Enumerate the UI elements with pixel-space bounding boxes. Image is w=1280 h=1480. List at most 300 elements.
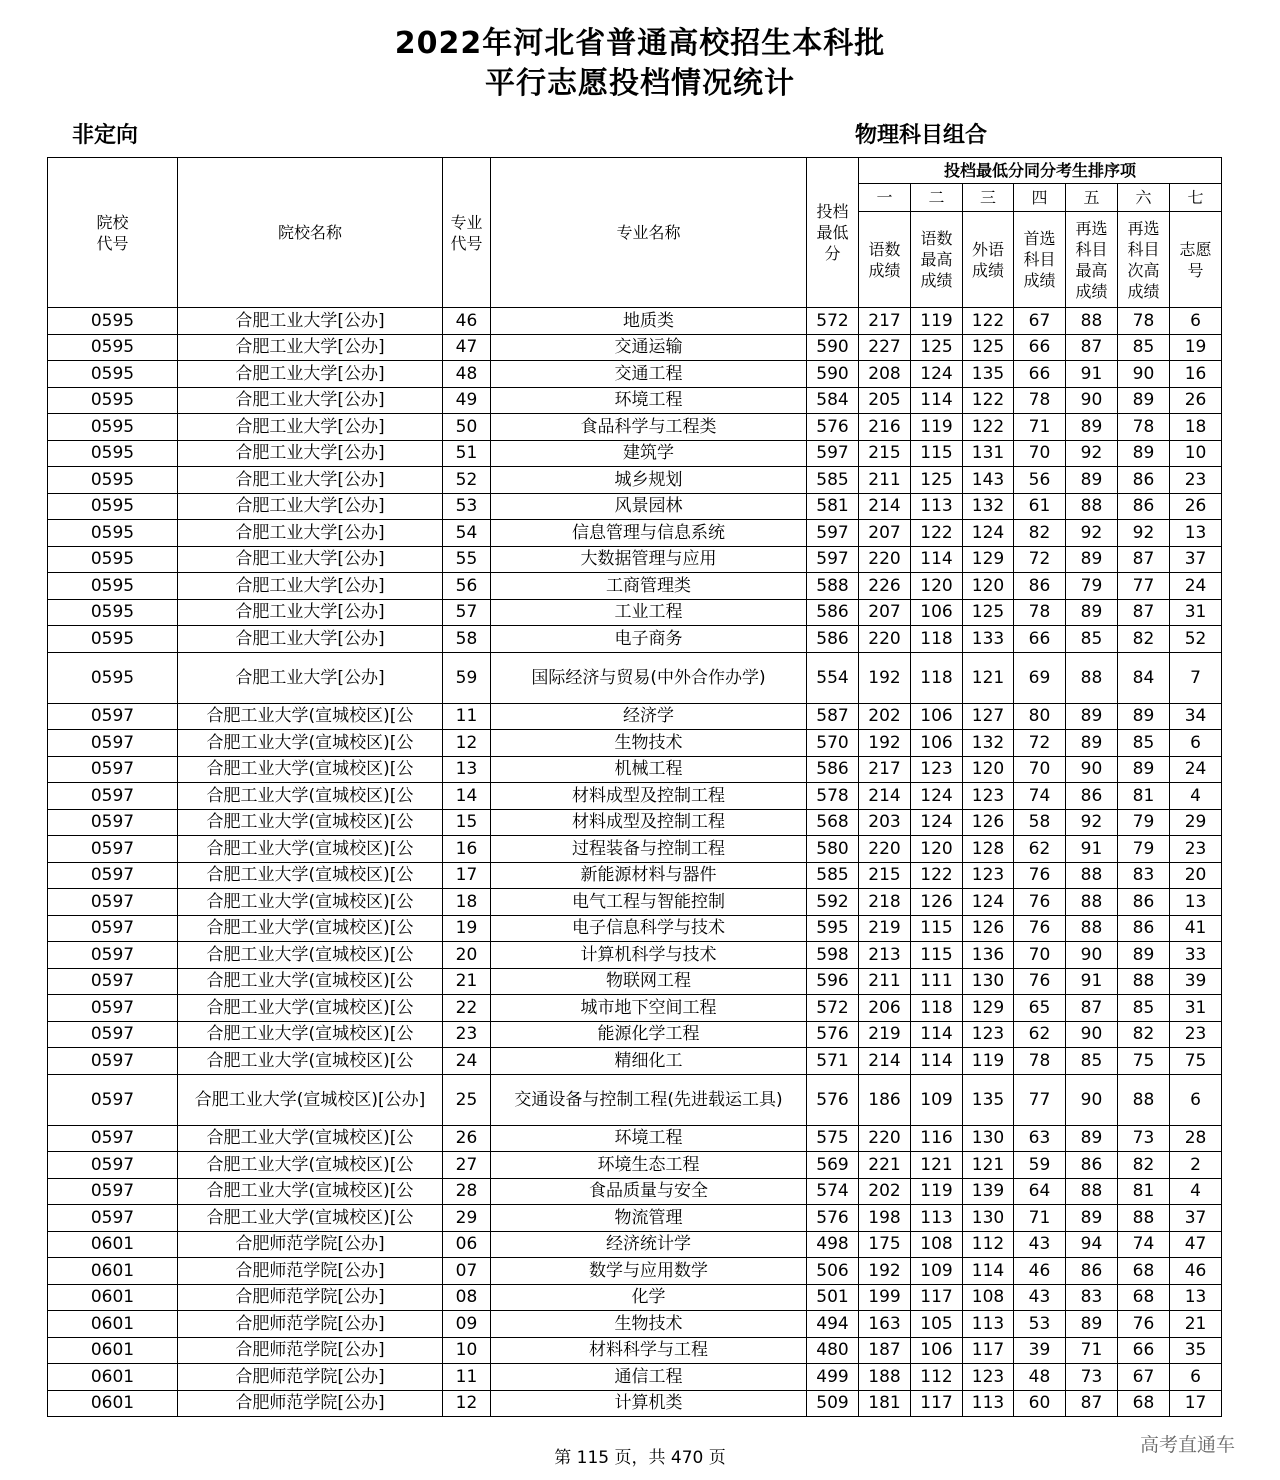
cell-yushu-max: 119	[911, 1178, 963, 1205]
cell-school-name: 合肥工业大学(宣城校区)[公	[178, 995, 443, 1022]
cell-school-name: 合肥工业大学(宣城校区)[公	[178, 1021, 443, 1048]
header-rank-label-7: 志愿 号	[1170, 212, 1222, 308]
cell-zaixuan-max: 91	[1066, 836, 1118, 863]
page-footer: 第 115 页，共 470 页	[554, 1448, 726, 1468]
cell-zaixuan-second: 79	[1118, 809, 1170, 836]
header-school-code: 院校 代号	[48, 158, 178, 308]
cell-major-name: 通信工程	[491, 1364, 807, 1391]
cell-min-score: 572	[807, 995, 859, 1022]
cell-min-score: 570	[807, 730, 859, 757]
cell-yushu: 199	[859, 1284, 911, 1311]
cell-waiyu: 129	[963, 995, 1014, 1022]
cell-school-code: 0595	[48, 652, 178, 703]
cell-yushu: 214	[859, 783, 911, 810]
cell-school-code: 0597	[48, 1205, 178, 1232]
cell-major-code: 10	[443, 1337, 491, 1364]
table-row	[48, 756, 1222, 783]
cell-waiyu: 139	[963, 1178, 1014, 1205]
table-row	[48, 703, 1222, 730]
cell-shouxuan: 53	[1014, 1311, 1066, 1338]
cell-shouxuan: 62	[1014, 1021, 1066, 1048]
cell-min-score: 595	[807, 915, 859, 942]
cell-school-code: 0597	[48, 809, 178, 836]
cell-school-name: 合肥工业大学(宣城校区)[公	[178, 915, 443, 942]
table-row	[48, 652, 1222, 703]
cell-zaixuan-second: 86	[1118, 889, 1170, 916]
cell-major-name: 计算机类	[491, 1390, 807, 1417]
cell-yushu-max: 112	[911, 1364, 963, 1391]
cell-waiyu: 143	[963, 467, 1014, 494]
cell-yushu-max: 108	[911, 1231, 963, 1258]
header-rank-label-2: 语数 最高 成绩	[911, 212, 963, 308]
cell-zhiyuan-no: 34	[1170, 703, 1222, 730]
cell-yushu: 220	[859, 546, 911, 573]
cell-zhiyuan-no: 19	[1170, 334, 1222, 361]
header-rank-label-5: 再选 科目 最高 成绩	[1066, 212, 1118, 308]
cell-major-code: 18	[443, 889, 491, 916]
cell-zaixuan-max: 89	[1066, 1125, 1118, 1152]
cell-zhiyuan-no: 31	[1170, 995, 1222, 1022]
cell-shouxuan: 82	[1014, 520, 1066, 547]
cell-yushu-max: 120	[911, 836, 963, 863]
cell-major-name: 生物技术	[491, 1311, 807, 1338]
cell-school-name: 合肥师范学院[公办]	[178, 1390, 443, 1417]
header-major-name: 专业名称	[491, 158, 807, 308]
cell-waiyu: 135	[963, 1074, 1014, 1125]
cell-zaixuan-max: 90	[1066, 756, 1118, 783]
cell-yushu: 219	[859, 915, 911, 942]
cell-zaixuan-second: 89	[1118, 703, 1170, 730]
cell-major-name: 经济学	[491, 703, 807, 730]
header-rank-5: 五	[1066, 184, 1118, 212]
cell-waiyu: 123	[963, 1364, 1014, 1391]
cell-school-name: 合肥师范学院[公办]	[178, 1284, 443, 1311]
cell-waiyu: 125	[963, 599, 1014, 626]
cell-school-code: 0597	[48, 730, 178, 757]
cell-zaixuan-max: 92	[1066, 809, 1118, 836]
table-row	[48, 730, 1222, 757]
table-row	[48, 942, 1222, 969]
cell-major-name: 风景园林	[491, 493, 807, 520]
cell-school-name: 合肥工业大学[公办]	[178, 334, 443, 361]
cell-yushu: 192	[859, 730, 911, 757]
cell-shouxuan: 65	[1014, 995, 1066, 1022]
cell-major-code: 17	[443, 862, 491, 889]
cell-major-name: 经济统计学	[491, 1231, 807, 1258]
cell-yushu: 188	[859, 1364, 911, 1391]
table-row	[48, 1178, 1222, 1205]
subtitle-subject-group: 物理科目组合	[855, 123, 988, 148]
cell-waiyu: 126	[963, 915, 1014, 942]
cell-zhiyuan-no: 18	[1170, 414, 1222, 441]
cell-school-code: 0597	[48, 1048, 178, 1075]
cell-zaixuan-max: 89	[1066, 1205, 1118, 1232]
cell-school-code: 0597	[48, 836, 178, 863]
cell-major-code: 06	[443, 1231, 491, 1258]
cell-major-name: 工业工程	[491, 599, 807, 626]
table-row	[48, 361, 1222, 388]
cell-school-code: 0595	[48, 467, 178, 494]
cell-school-name: 合肥师范学院[公办]	[178, 1337, 443, 1364]
cell-major-name: 食品质量与安全	[491, 1178, 807, 1205]
table-row	[48, 493, 1222, 520]
cell-min-score: 575	[807, 1125, 859, 1152]
cell-school-name: 合肥工业大学(宣城校区)[公	[178, 1178, 443, 1205]
header-rank-label-6: 再选 科目 次高 成绩	[1118, 212, 1170, 308]
cell-major-name: 建筑学	[491, 440, 807, 467]
cell-yushu-max: 106	[911, 703, 963, 730]
cell-min-score: 554	[807, 652, 859, 703]
cell-zaixuan-max: 89	[1066, 467, 1118, 494]
cell-yushu-max: 109	[911, 1258, 963, 1285]
cell-zhiyuan-no: 23	[1170, 836, 1222, 863]
cell-zhiyuan-no: 21	[1170, 1311, 1222, 1338]
table-row	[48, 440, 1222, 467]
cell-school-code: 0595	[48, 546, 178, 573]
cell-zaixuan-second: 88	[1118, 1205, 1170, 1232]
cell-waiyu: 130	[963, 1205, 1014, 1232]
table-row	[48, 573, 1222, 600]
cell-major-name: 材料成型及控制工程	[491, 809, 807, 836]
cell-waiyu: 124	[963, 889, 1014, 916]
cell-yushu: 216	[859, 414, 911, 441]
header-rank-label-4: 首选 科目 成绩	[1014, 212, 1066, 308]
cell-zaixuan-max: 73	[1066, 1364, 1118, 1391]
cell-yushu: 218	[859, 889, 911, 916]
table-row	[48, 1390, 1222, 1417]
cell-shouxuan: 46	[1014, 1258, 1066, 1285]
cell-school-code: 0597	[48, 783, 178, 810]
cell-zaixuan-second: 79	[1118, 836, 1170, 863]
cell-zaixuan-second: 78	[1118, 414, 1170, 441]
cell-major-name: 机械工程	[491, 756, 807, 783]
cell-min-score: 587	[807, 703, 859, 730]
cell-shouxuan: 66	[1014, 361, 1066, 388]
header-major-code: 专业 代号	[443, 158, 491, 308]
cell-min-score: 590	[807, 334, 859, 361]
table-row	[48, 1048, 1222, 1075]
cell-zhiyuan-no: 13	[1170, 1284, 1222, 1311]
cell-shouxuan: 76	[1014, 889, 1066, 916]
cell-major-code: 54	[443, 520, 491, 547]
cell-zaixuan-second: 76	[1118, 1311, 1170, 1338]
cell-major-name: 新能源材料与器件	[491, 862, 807, 889]
cell-zhiyuan-no: 13	[1170, 520, 1222, 547]
cell-zaixuan-max: 89	[1066, 599, 1118, 626]
cell-shouxuan: 72	[1014, 546, 1066, 573]
cell-shouxuan: 39	[1014, 1337, 1066, 1364]
cell-min-score: 588	[807, 573, 859, 600]
cell-school-code: 0597	[48, 703, 178, 730]
cell-major-name: 计算机科学与技术	[491, 942, 807, 969]
cell-zhiyuan-no: 24	[1170, 756, 1222, 783]
cell-min-score: 498	[807, 1231, 859, 1258]
cell-major-code: 59	[443, 652, 491, 703]
cell-min-score: 586	[807, 599, 859, 626]
cell-shouxuan: 43	[1014, 1284, 1066, 1311]
cell-min-score: 590	[807, 361, 859, 388]
cell-zhiyuan-no: 41	[1170, 915, 1222, 942]
cell-zhiyuan-no: 39	[1170, 968, 1222, 995]
cell-zaixuan-max: 92	[1066, 440, 1118, 467]
cell-zaixuan-max: 88	[1066, 652, 1118, 703]
cell-yushu: 163	[859, 1311, 911, 1338]
cell-zaixuan-second: 90	[1118, 361, 1170, 388]
cell-shouxuan: 72	[1014, 730, 1066, 757]
cell-major-name: 工商管理类	[491, 573, 807, 600]
cell-min-score: 597	[807, 520, 859, 547]
cell-school-name: 合肥工业大学[公办]	[178, 387, 443, 414]
cell-yushu: 219	[859, 1021, 911, 1048]
table-row	[48, 1337, 1222, 1364]
cell-major-code: 52	[443, 467, 491, 494]
cell-zhiyuan-no: 37	[1170, 1205, 1222, 1232]
cell-zaixuan-max: 89	[1066, 414, 1118, 441]
cell-school-name: 合肥工业大学[公办]	[178, 467, 443, 494]
cell-school-name: 合肥工业大学[公办]	[178, 652, 443, 703]
cell-zaixuan-second: 85	[1118, 995, 1170, 1022]
cell-yushu-max: 121	[911, 1152, 963, 1179]
cell-school-code: 0597	[48, 1178, 178, 1205]
cell-yushu-max: 114	[911, 546, 963, 573]
cell-major-name: 生物技术	[491, 730, 807, 757]
cell-zhiyuan-no: 13	[1170, 889, 1222, 916]
cell-school-name: 合肥工业大学(宣城校区)[公	[178, 756, 443, 783]
cell-shouxuan: 80	[1014, 703, 1066, 730]
cell-yushu-max: 124	[911, 809, 963, 836]
cell-waiyu: 123	[963, 783, 1014, 810]
cell-school-code: 0601	[48, 1311, 178, 1338]
cell-zaixuan-max: 88	[1066, 862, 1118, 889]
cell-zaixuan-second: 73	[1118, 1125, 1170, 1152]
cell-school-code: 0601	[48, 1231, 178, 1258]
cell-zaixuan-second: 68	[1118, 1284, 1170, 1311]
header-tiebreak-group: 投档最低分同分考生排序项	[859, 158, 1222, 184]
table-row	[48, 1205, 1222, 1232]
cell-waiyu: 112	[963, 1231, 1014, 1258]
cell-school-name: 合肥师范学院[公办]	[178, 1231, 443, 1258]
cell-yushu: 208	[859, 361, 911, 388]
cell-zhiyuan-no: 37	[1170, 546, 1222, 573]
cell-waiyu: 120	[963, 756, 1014, 783]
cell-zaixuan-second: 85	[1118, 334, 1170, 361]
cell-zaixuan-max: 91	[1066, 968, 1118, 995]
cell-waiyu: 126	[963, 809, 1014, 836]
cell-school-code: 0597	[48, 968, 178, 995]
cell-shouxuan: 76	[1014, 915, 1066, 942]
cell-yushu-max: 125	[911, 467, 963, 494]
cell-major-name: 电气工程与智能控制	[491, 889, 807, 916]
cell-school-code: 0597	[48, 889, 178, 916]
cell-yushu-max: 122	[911, 520, 963, 547]
cell-shouxuan: 56	[1014, 467, 1066, 494]
cell-zaixuan-second: 82	[1118, 626, 1170, 653]
table-row	[48, 995, 1222, 1022]
cell-yushu-max: 113	[911, 493, 963, 520]
cell-major-name: 城乡规划	[491, 467, 807, 494]
cell-yushu: 205	[859, 387, 911, 414]
cell-major-code: 57	[443, 599, 491, 626]
table-row	[48, 467, 1222, 494]
cell-shouxuan: 78	[1014, 599, 1066, 626]
cell-zaixuan-second: 86	[1118, 915, 1170, 942]
cell-min-score: 586	[807, 626, 859, 653]
header-min-score: 投档 最低 分	[807, 158, 859, 308]
cell-major-code: 46	[443, 308, 491, 335]
cell-major-code: 49	[443, 387, 491, 414]
cell-waiyu: 113	[963, 1390, 1014, 1417]
cell-yushu: 187	[859, 1337, 911, 1364]
cell-major-code: 22	[443, 995, 491, 1022]
cell-min-score: 598	[807, 942, 859, 969]
cell-yushu-max: 119	[911, 308, 963, 335]
cell-major-code: 11	[443, 703, 491, 730]
cell-major-code: 21	[443, 968, 491, 995]
table-row	[48, 387, 1222, 414]
cell-min-score: 597	[807, 440, 859, 467]
cell-shouxuan: 61	[1014, 493, 1066, 520]
cell-zaixuan-second: 81	[1118, 783, 1170, 810]
cell-school-code: 0595	[48, 599, 178, 626]
cell-school-name: 合肥工业大学[公办]	[178, 440, 443, 467]
cell-waiyu: 125	[963, 334, 1014, 361]
cell-waiyu: 129	[963, 546, 1014, 573]
cell-zhiyuan-no: 10	[1170, 440, 1222, 467]
cell-school-code: 0597	[48, 1125, 178, 1152]
cell-yushu-max: 120	[911, 573, 963, 600]
cell-shouxuan: 76	[1014, 862, 1066, 889]
cell-yushu: 211	[859, 467, 911, 494]
cell-school-name: 合肥师范学院[公办]	[178, 1311, 443, 1338]
cell-yushu-max: 125	[911, 334, 963, 361]
table-row	[48, 783, 1222, 810]
cell-yushu-max: 124	[911, 783, 963, 810]
cell-waiyu: 132	[963, 493, 1014, 520]
table-row	[48, 1364, 1222, 1391]
cell-zaixuan-max: 88	[1066, 915, 1118, 942]
cell-zaixuan-max: 86	[1066, 1152, 1118, 1179]
cell-min-score: 576	[807, 1205, 859, 1232]
cell-shouxuan: 86	[1014, 573, 1066, 600]
cell-shouxuan: 70	[1014, 942, 1066, 969]
cell-zaixuan-second: 89	[1118, 942, 1170, 969]
cell-zaixuan-max: 83	[1066, 1284, 1118, 1311]
cell-waiyu: 121	[963, 1152, 1014, 1179]
cell-zhiyuan-no: 35	[1170, 1337, 1222, 1364]
cell-zaixuan-second: 74	[1118, 1231, 1170, 1258]
cell-school-code: 0597	[48, 756, 178, 783]
header-rank-label-3: 外语 成绩	[963, 212, 1014, 308]
cell-waiyu: 122	[963, 387, 1014, 414]
cell-school-code: 0597	[48, 1074, 178, 1125]
cell-zaixuan-max: 88	[1066, 889, 1118, 916]
cell-yushu: 175	[859, 1231, 911, 1258]
subtitle-category: 非定向	[72, 123, 139, 148]
cell-shouxuan: 43	[1014, 1231, 1066, 1258]
cell-zhiyuan-no: 20	[1170, 862, 1222, 889]
cell-waiyu: 117	[963, 1337, 1014, 1364]
cell-yushu-max: 111	[911, 968, 963, 995]
cell-zhiyuan-no: 23	[1170, 467, 1222, 494]
cell-zaixuan-second: 83	[1118, 862, 1170, 889]
cell-waiyu: 136	[963, 942, 1014, 969]
header-rank-2: 二	[911, 184, 963, 212]
header-rank-1: 一	[859, 184, 911, 212]
table-row	[48, 1125, 1222, 1152]
cell-yushu: 181	[859, 1390, 911, 1417]
cell-major-code: 20	[443, 942, 491, 969]
cell-min-score: 576	[807, 1021, 859, 1048]
cell-school-code: 0595	[48, 414, 178, 441]
cell-zhiyuan-no: 47	[1170, 1231, 1222, 1258]
cell-school-name: 合肥工业大学(宣城校区)[公	[178, 942, 443, 969]
cell-major-code: 51	[443, 440, 491, 467]
cell-zhiyuan-no: 23	[1170, 1021, 1222, 1048]
cell-major-code: 47	[443, 334, 491, 361]
cell-zaixuan-second: 89	[1118, 440, 1170, 467]
cell-shouxuan: 74	[1014, 783, 1066, 810]
cell-zaixuan-max: 89	[1066, 703, 1118, 730]
cell-major-name: 电子商务	[491, 626, 807, 653]
cell-major-code: 12	[443, 730, 491, 757]
cell-waiyu: 119	[963, 1048, 1014, 1075]
cell-min-score: 571	[807, 1048, 859, 1075]
table-row	[48, 308, 1222, 335]
cell-shouxuan: 63	[1014, 1125, 1066, 1152]
cell-major-name: 材料科学与工程	[491, 1337, 807, 1364]
cell-yushu-max: 119	[911, 414, 963, 441]
cell-zaixuan-max: 87	[1066, 1390, 1118, 1417]
cell-major-code: 56	[443, 573, 491, 600]
cell-shouxuan: 67	[1014, 308, 1066, 335]
cell-school-name: 合肥工业大学[公办]	[178, 626, 443, 653]
cell-major-name: 电子信息科学与技术	[491, 915, 807, 942]
cell-major-code: 26	[443, 1125, 491, 1152]
cell-min-score: 576	[807, 414, 859, 441]
cell-yushu: 203	[859, 809, 911, 836]
cell-zhiyuan-no: 4	[1170, 783, 1222, 810]
table-row	[48, 1021, 1222, 1048]
cell-school-name: 合肥师范学院[公办]	[178, 1364, 443, 1391]
cell-school-code: 0595	[48, 440, 178, 467]
cell-waiyu: 128	[963, 836, 1014, 863]
cell-zhiyuan-no: 33	[1170, 942, 1222, 969]
cell-yushu-max: 118	[911, 626, 963, 653]
cell-waiyu: 133	[963, 626, 1014, 653]
cell-major-name: 地质类	[491, 308, 807, 335]
cell-school-code: 0595	[48, 493, 178, 520]
cell-major-name: 交通运输	[491, 334, 807, 361]
cell-shouxuan: 66	[1014, 334, 1066, 361]
cell-waiyu: 123	[963, 1021, 1014, 1048]
cell-major-code: 58	[443, 626, 491, 653]
cell-waiyu: 122	[963, 308, 1014, 335]
cell-yushu-max: 114	[911, 1048, 963, 1075]
cell-major-name: 过程装备与控制工程	[491, 836, 807, 863]
cell-waiyu: 123	[963, 862, 1014, 889]
cell-zaixuan-max: 85	[1066, 626, 1118, 653]
cell-min-score: 581	[807, 493, 859, 520]
cell-yushu: 226	[859, 573, 911, 600]
cell-yushu-max: 116	[911, 1125, 963, 1152]
cell-major-name: 环境工程	[491, 1125, 807, 1152]
cell-major-code: 25	[443, 1074, 491, 1125]
cell-shouxuan: 78	[1014, 1048, 1066, 1075]
cell-zaixuan-max: 88	[1066, 1178, 1118, 1205]
cell-major-name: 物联网工程	[491, 968, 807, 995]
cell-zhiyuan-no: 6	[1170, 308, 1222, 335]
cell-waiyu: 108	[963, 1284, 1014, 1311]
